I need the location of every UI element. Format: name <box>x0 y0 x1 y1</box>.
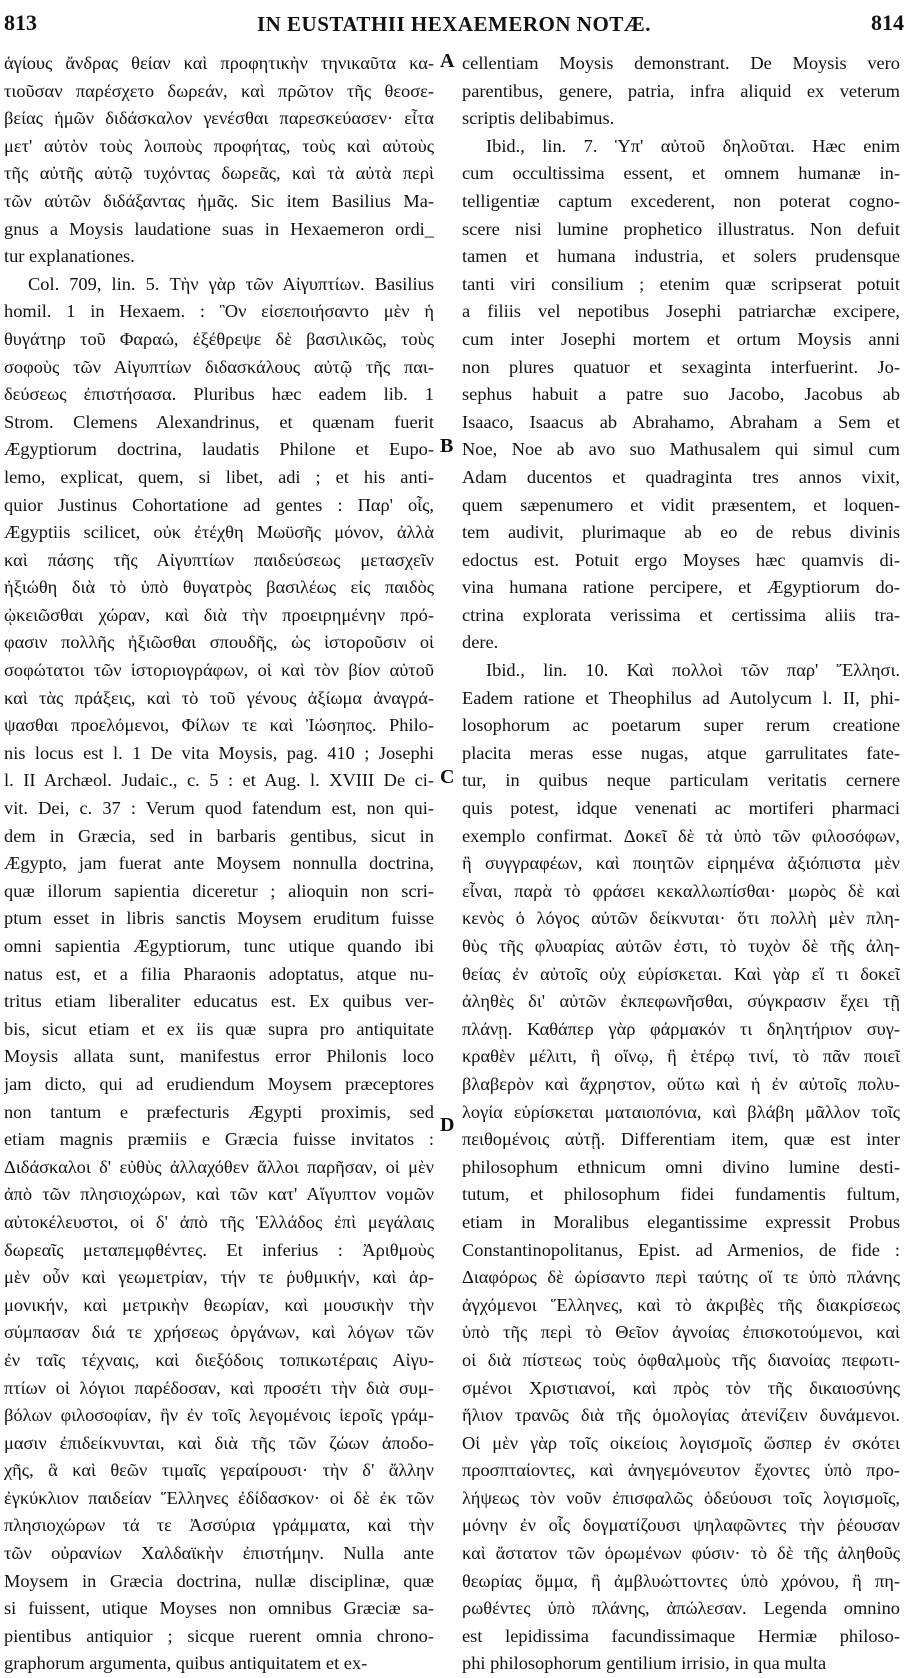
text-line: πειθομένοις αὐτῇ. Differentiam item, quæ est inter <box>462 1129 900 1150</box>
text-line: καὶ τὰς πράξεις, καὶ τὸ τοῦ γένους ἀξίωμα ἀναγρά- <box>4 687 434 708</box>
text-line: nis locus est l. 1 De vita Moysis, pag. 410 ; Josephi <box>4 742 434 763</box>
text-line: etiam in Moralibus elegantissime expressit Probus <box>462 1211 900 1232</box>
text-line: tur explanationes. <box>4 246 135 267</box>
text-line: quior Justinus Cohortatione ad gentes : Παρ' οἷς, <box>4 494 434 515</box>
page-number-left: 813 <box>4 10 37 35</box>
text-line: dem in Græcia, sed in barbaris gentibus, sicut in <box>4 825 434 846</box>
text-line: Ibid., lin. 10. Καὶ πολλοὶ τῶν παρ' Ἕλλησι. <box>486 660 900 681</box>
text-line: δωρεαῖς μεταπεμφθέντες. Et inferius : Ἀριθμοὺς <box>4 1239 434 1260</box>
right-column <box>462 50 900 1678</box>
text-line: Noe, Noe ab avo suo Mathusalem qui simul cum <box>462 439 900 460</box>
text-line: θεωρίας ὄμμα, ἢ ἀμβλυώττοντες ὑπὸ χρόνου, ἢ πη- <box>462 1570 900 1591</box>
text-line: κραθὲν μέλιτι, ἢ οἴνῳ, ἢ ἑτέρῳ τινί, τὸ πᾶν ποιεῖ <box>462 1046 900 1067</box>
margin-mark-b: B <box>440 435 454 457</box>
text-line: ἥλιον τρανῶς διὰ τῆς ὁμολογίας ἀτενίζειν δυνάμενοι. <box>462 1405 900 1426</box>
text-line: Constantinopolitanus, Epist. ad Armenios, de fide : <box>462 1239 900 1260</box>
text-line: Isaaco, Isaacus ab Abrahamo, Abraham a Sem et <box>462 411 900 432</box>
text-line: ᾠκειῶσθαι χώραν, καὶ διὰ τὴν προειρημένην πρό- <box>4 604 434 625</box>
text-line: graphorum argumenta, quibus antiquitatem et ex- <box>4 1653 368 1674</box>
text-line: ptum esset in libris sanctis Moysem eruditum fuisse <box>4 908 434 929</box>
text-line: θείας ἐν αὐτοῖς οὐχ εὑρίσκεται. Καὶ γὰρ εἴ τι δοκεῖ <box>462 963 900 984</box>
text-line: ρωθέντες ὑπὸ πλάνης, ἀπώλεσαν. Legenda omnino <box>462 1598 900 1619</box>
text-line: tamen et humana industria, et solers prudensque <box>462 246 900 267</box>
text-line: Οἱ μὲν γὰρ τοῖς οἰκείοις λογισμοῖς ὥσπερ ἐν σκότει <box>462 1432 900 1453</box>
text-line: τῶν οὐρανίων Χαλδαϊκὴν ἐπιστήμην. Nulla ante <box>4 1543 434 1564</box>
text-line: vina humana ratione percipere, et Ægyptiorum do- <box>462 577 900 598</box>
text-line: dere. <box>462 632 499 653</box>
text-line: quis potest, idque venenati ac mortiferi pharmaci <box>462 798 900 819</box>
text-line: quem sæpenumero et vidit præsentem, et loquen- <box>462 494 900 515</box>
text-line: losophorum ac poetarum super rerum creatione <box>462 715 900 736</box>
page-number-right: 814 <box>871 10 904 35</box>
text-line: σύμπασαν διά τε χρήσεως ὀργάνων, καὶ λόγων τῶν <box>4 1322 434 1343</box>
text-line: si fuissent, utique Moyses non omnibus Græciæ sa- <box>4 1598 434 1619</box>
text-line: parentibus, genere, patria, infra aliquid ex veterum <box>462 80 900 101</box>
running-title: IN EUSTATHII HEXAEMERON NOTÆ. <box>256 12 652 36</box>
text-line: θυγάτηρ τοῦ Φαραώ, ἐξέθρεψε δὲ βασιλικῶς, τοὺς <box>4 328 434 349</box>
text-line: τῶν αὐτῶν διδάξαντας ἡμᾶς. Sic item Basilius Ma- <box>4 190 434 211</box>
text-line: ἠξιώθη διὰ τὸ ὑπὸ θυγατρὸς βασιλέως εἰς παιδὸς <box>4 577 434 598</box>
text-line: omni sapientia Ægyptiorum, tunc utique quando ibi <box>4 936 434 956</box>
text-line: μὲν οὖν καὶ γεωμετρίαν, τήν τε ῥυθμικήν, καὶ ἁρ- <box>4 1267 434 1288</box>
text-line: ψασθαι προελόμενοι, Φίλων τε καὶ Ἰώσηπος. Philo- <box>4 715 434 736</box>
text-line: lemo, explicat, quem, si libet, adi ; et his anti- <box>4 466 434 487</box>
text-line: πτίων οἱ λόγιοι παρέδοσαν, καὶ προσέτι τὴν διὰ συμ- <box>4 1377 434 1398</box>
text-line: ἐγκύκλιον παιδείαν Ἕλληνες ἐδίδασκον· οἱ δὲ ἐκ τῶν <box>4 1487 434 1508</box>
text-line: a filiis vel nepotibus Josephi patriarchæ excipere, <box>462 301 900 322</box>
text-line: est lepidissima facundissimaque Hermiæ philoso- <box>462 1625 900 1646</box>
text-line: bis, sicut etiam et ex iis quæ supra pro antiquitate <box>4 1018 434 1039</box>
text-line: ἁγίους ἄνδρας θείαν καὶ προφητικὴν τηνικαῦτα κα- <box>4 53 434 73</box>
text-line: φασιν πολλῆς ἠξιῶσθαι σπουδῆς, ὡς ἱστοροῦσιν οἱ <box>4 632 434 653</box>
text-line: edoctus est. Potuit ergo Moyses hæc quamvis di- <box>462 549 900 570</box>
text-line: σοφοὺς τῶν Αἰγυπτίων διδασκάλους αὐτῷ τῆς παι- <box>4 356 434 377</box>
text-line: cum inter Josephi mortem et ortum Moysis anni <box>462 328 900 349</box>
text-line: jam dicto, qui ad erudiendum Moysem præceptores <box>4 1073 434 1094</box>
text-line: scere nisi lumine prophetico illustratus. Non defuit <box>462 218 900 239</box>
text-line: Strom. Clemens Alexandrinus, et quænam fuerit <box>4 411 434 432</box>
text-line: Eadem ratione et Theophilus ad Autolycum l. II, phi- <box>462 687 900 708</box>
text-line: Adam ducentos et quadraginta tres annos vixit, <box>462 466 900 487</box>
text-line: pientibus antiquior ; sicque ruerent omnia chrono- <box>4 1625 434 1646</box>
text-line: αὐτοκέλευστοι, οἱ δ' ἀπὸ τῆς Ἑλλάδος ἐπὶ μεγάλαις <box>4 1211 434 1232</box>
text-line: χῆς, ἃ καὶ θεῶν τιμαῖς γεραίρουσι· τὴν δ' ἄλλην <box>4 1460 434 1481</box>
text-line: σοφώτατοι τῶν ἱστοριογράφων, οἱ καὶ τὸν βίον αὐτοῦ <box>4 660 434 681</box>
text-line: λήψεως τὸν νοῦν ἐπισφαλῶς ὁδεύουσι τοῖς λογισμοῖς, <box>462 1487 900 1508</box>
text-line: non tantum e præfecturis Ægypti proximis, sed <box>4 1101 434 1122</box>
text-line: τιοῦσαν παρέσχετο δωρεάν, καὶ πρῶτον τῆς θεοσε- <box>4 80 434 101</box>
text-line: ἀγχόμενοι Ἕλληνες, καὶ τὸ ἀκριβὲς τῆς διακρίσεως <box>462 1294 900 1315</box>
text-line: τῆς αὐτῆς αὐτῷ τυχόντας δωρεᾶς, καὶ τὰ αὐτὰ περὶ <box>4 163 434 184</box>
text-line: natus est, et a filia Pharaonis adoptatus, atque nu- <box>4 963 434 984</box>
text-line: βείας ἡμῶν διδάσκαλον γενέσθαι παρεσκεύασεν· εἶτα <box>4 108 434 129</box>
text-line: non plures quatuor et sexaginta interfuerint. Jo- <box>462 356 900 377</box>
text-line: cum occultissima essent, et omnem humanæ in- <box>462 163 900 184</box>
text-line: πλάνῃ. Καθάπερ γὰρ φάρμακόν τι δηλητήριον συγ- <box>462 1018 900 1039</box>
text-line: ἀληθὲς δι' αὐτῶν ἐκπεφωνῆσθαι, σύγκρασιν ἔχει τῇ <box>462 991 900 1012</box>
text-line: philosophum ethnicum omni divino lumine desti- <box>462 1156 900 1177</box>
text-line: tur, in quibus neque particulam veritatis cernere <box>462 770 900 791</box>
text-line: sephus habuit a patre suo Jacobo, Jacobus ab <box>462 384 900 405</box>
text-line: Ægypto, jam fuerat ante Moysem nonnulla doctrina, <box>4 853 434 874</box>
text-line: l. II Archæol. Judaic., c. 5 : et Aug. l. XVIII De ci- <box>4 770 434 791</box>
text-line: οἱ διὰ πίστεως τοὺς ὀφθαλμοὺς τῆς διανοίας πεφωτι- <box>462 1349 900 1370</box>
text-line: scriptis delibabimus. <box>462 108 615 129</box>
margin-mark-a: A <box>440 50 455 72</box>
text-line: telligentiæ captum excederent, non poterat cogno- <box>462 190 900 211</box>
text-line: etiam magnis præmiis e Græcia fuisse invitatos : <box>4 1129 434 1150</box>
text-line: tritus etiam liberaliter educatus est. Ex quibus ver- <box>4 991 434 1012</box>
text-line: εἶναι, παρὰ τὸ φράσει κεκαλλωπίσθαι· μωρὸς δὲ καὶ <box>462 880 900 901</box>
text-line: καὶ ἄστατον τῶν ὁρωμένων φύσιν· τὸ δὲ τῆς ἀληθοῦς <box>462 1543 900 1564</box>
text-line: ἀπὸ τῶν πλησιοχώρων, καὶ τῶν κατ' Αἴγυπτον νομῶν <box>4 1184 434 1205</box>
text-line: λογία εὑρίσκεται ματαιοπόνια, καὶ βλάβη μᾶλλον τοῖς <box>462 1101 900 1122</box>
text-line: μόνην ἐν οἷς δογματίζουσι ψηλαφῶντες τὴν ῥέουσαν <box>462 1515 900 1536</box>
text-line: phi philosophorum gentilium irrisio, in qua multa <box>462 1653 827 1674</box>
left-column <box>4 50 434 1678</box>
text-line: placita meras esse nugas, atque garrulitates fate- <box>462 742 900 763</box>
page-header <box>4 6 904 46</box>
text-line: quæ illorum sapientia diceretur ; alioquin non scri- <box>4 880 434 901</box>
text-line: ὑπὸ τῆς περὶ τὸ Θεῖον ἀγνοίας ἐπισκοτούμενοι, καὶ <box>462 1322 900 1343</box>
text-line: Col. 709, lin. 5. Τὴν γὰρ τῶν Αἰγυπτίων. Basilius <box>28 273 434 294</box>
text-line: Ægyptiis scilicet, οὐκ ἐτέχθη Μωϋσῆς μόνον, ἀλλὰ <box>4 522 434 543</box>
text-line: Ibid., lin. 7. Ὑπ' αὐτοῦ δηλοῦται. Hæc enim <box>486 135 900 156</box>
text-line: gnus a Moysis laudatione suas in Hexaemeron ordi_ <box>4 218 434 239</box>
text-line: Moysis allata sunt, manifestus error Philonis loco <box>4 1046 434 1067</box>
margin-mark-c: C <box>440 766 455 788</box>
text-line: δεύσεως ἐπιστήσασα. Pluribus hæc eadem lib. 1 <box>4 384 434 405</box>
text-line: tem audivit, plurimaque ab eo de rebus divinis <box>462 522 900 543</box>
text-line: Διαφόρως δὲ ὡρίσαντο περὶ ταύτης οἵ τε ὑπὸ πλάνης <box>462 1267 900 1288</box>
text-line: vit. Dei, c. 37 : Verum quod fatendum est, non qui- <box>4 798 434 819</box>
text-line: ἐν ταῖς τέχναις, καὶ διεξόδοις τοπικωτέραις Αἰγυ- <box>4 1349 434 1370</box>
margin-mark-d: D <box>440 1114 455 1136</box>
text-line: exemplo confirmat. Δοκεῖ δὲ τὰ ὑπὸ τῶν φιλοσόφων, <box>462 825 900 846</box>
text-line: μασιν ἐπιδείκνυνται, καὶ διὰ τῆς τῶν ζώων ἀποδο- <box>4 1432 434 1453</box>
text-line: σμένοι Χριστιανοί, καὶ πρὸς τὸν τῆς δικαιοσύνης <box>462 1377 900 1398</box>
text-line: προσπταίοντες, καὶ ἀνηγεμόνευτον ἔχοντες ὑπὸ προ- <box>462 1460 900 1481</box>
text-line: Διδάσκαλοι δ' εὐθὺς ἀλλαχόθεν ἄλλοι παρῆσαν, οἱ μὲν <box>4 1156 434 1177</box>
text-line: θὺς τῆς φλυαρίας αὐτῶν ἐστι, τὸ τυχὸν δὲ τῆς ἀλη- <box>462 936 900 956</box>
text-line: tutum, et philosophum fidei fundamentis fultum, <box>462 1184 900 1205</box>
text-line: tanti viri consilium ; etenim quæ scripserat potuit <box>462 273 900 294</box>
text-line: cellentiam Moysis demonstrant. De Moysis vero <box>462 53 900 73</box>
text-line: ἢ συγγραφέων, καὶ ποιητῶν εἰρημένα ἀξιόπιστα μὲν <box>462 853 900 874</box>
text-line: ctrina explorata verissima et certissima aliis tra- <box>462 604 900 625</box>
text-line: βλαβερὸν καὶ ἄχρηστον, οὕτω καὶ ἡ ἐν αὐτοῖς πολυ- <box>462 1073 900 1094</box>
text-line: homil. 1 in Hexaem. : Ὃν εἰσεποιήσαντο μὲν ἡ <box>4 301 434 322</box>
text-line: μονικήν, καὶ μετρικὴν θεωρίαν, καὶ μουσικὴν τὴν <box>4 1294 434 1315</box>
text-line: πλησιοχώρων τά τε Ἀσσύρια γράμματα, καὶ τὴν <box>4 1515 434 1536</box>
text-line: Ægyptiorum doctrina, laudatis Philone et Eupo- <box>4 439 434 460</box>
text-line: μετ' αὐτὸν τοὺς λοιποὺς προφήτας, τοὺς καὶ αὐτοὺς <box>4 135 434 156</box>
text-line: βόλων φιλοσοφίαν, ἣν ἐν τοῖς λεγομένοις ἱεροῖς γράμ- <box>4 1405 434 1426</box>
text-line: κενὸς ὁ λόγος αὐτῶν δείκνυται· ὅτι πολλὴ μὲν πλη- <box>462 908 900 929</box>
text-line: Moysem in Græcia doctrina, nullæ disciplinæ, quæ <box>4 1570 434 1591</box>
text-line: καὶ πάσης τῆς Αἰγυπτίων παιδεύσεως μετασχεῖν <box>4 549 434 570</box>
